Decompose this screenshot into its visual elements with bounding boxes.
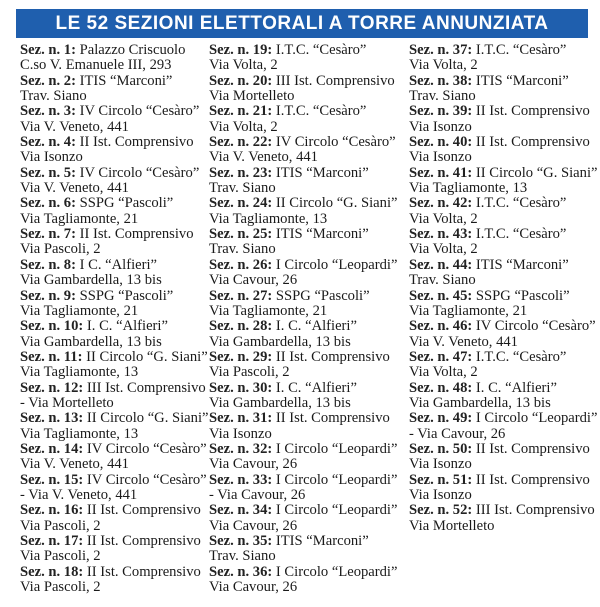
section-number: Sez. n. 3:	[20, 103, 76, 120]
section-entry	[209, 319, 409, 350]
section-entry	[409, 258, 599, 289]
section-place: II Ist. Comprensivo	[475, 134, 590, 151]
section-address: Via Tagliamonte, 13	[209, 210, 328, 227]
section-entry	[20, 350, 210, 381]
section-place: ITIS “Marconi”	[475, 256, 569, 273]
section-address: C.so V. Emanuele III, 293	[20, 57, 172, 74]
section-entry	[209, 135, 409, 166]
section-place: II Ist. Comprensivo	[275, 410, 390, 427]
title-banner: LE 52 SEZIONI ELETTORALI A TORRE ANNUNZIATA	[16, 9, 588, 38]
section-heading-line	[209, 258, 409, 273]
section-place: IV Circolo “Cesàro”	[79, 103, 200, 120]
section-entry	[409, 319, 599, 350]
section-number: Sez. n. 15:	[20, 471, 84, 488]
section-entry	[409, 473, 599, 504]
section-entry	[20, 43, 210, 74]
section-heading-line	[20, 258, 210, 273]
section-number: Sez. n. 47:	[409, 348, 473, 365]
section-place: I Circolo “Leopardi”	[475, 410, 598, 427]
section-number: Sez. n. 14:	[20, 440, 84, 457]
section-heading-line	[20, 319, 210, 334]
section-number: Sez. n. 33:	[209, 471, 273, 488]
section-place: ITIS “Marconi”	[275, 226, 369, 243]
section-entry	[20, 74, 210, 105]
section-address: Via V. Veneto, 441	[20, 180, 129, 197]
section-place: I. C. “Alfieri”	[275, 318, 357, 335]
section-address: - Via Cavour, 26	[409, 425, 506, 442]
section-heading-line	[20, 227, 210, 242]
section-entry	[209, 381, 409, 412]
section-entry	[409, 350, 599, 381]
section-heading-line	[409, 350, 599, 365]
section-heading-line	[409, 258, 599, 273]
section-place: II Circolo “G. Siani”	[86, 348, 208, 365]
section-number: Sez. n. 2:	[20, 72, 76, 89]
section-number: Sez. n. 8:	[20, 256, 76, 273]
section-address: Via Isonzo	[409, 486, 472, 503]
section-heading-line	[209, 227, 409, 242]
section-address: Via Pascoli, 2	[20, 241, 101, 258]
section-place: II Ist. Comprensivo	[86, 502, 201, 519]
section-number: Sez. n. 5:	[20, 164, 76, 181]
section-address: Trav. Siano	[209, 241, 276, 258]
section-place: II Circolo “G. Siani”	[275, 195, 398, 212]
section-heading-line	[209, 473, 409, 488]
section-place: I Circolo “Leopardi”	[275, 502, 398, 519]
section-number: Sez. n. 11:	[20, 348, 83, 365]
section-heading-line	[409, 74, 599, 89]
section-place: I. C. “Alfieri”	[475, 379, 557, 396]
section-entry	[20, 503, 210, 534]
section-number: Sez. n. 21:	[209, 103, 273, 120]
section-address: Via Cavour, 26	[209, 272, 298, 289]
section-address: Via Isonzo	[209, 425, 272, 442]
section-number: Sez. n. 46:	[409, 318, 473, 335]
section-heading-line	[209, 43, 409, 58]
section-entry	[409, 442, 599, 473]
section-heading-line	[409, 319, 599, 334]
section-entry	[409, 104, 599, 135]
section-entry	[409, 135, 599, 166]
section-number: Sez. n. 9:	[20, 287, 76, 304]
section-number: Sez. n. 27:	[209, 287, 273, 304]
section-entry	[20, 258, 210, 289]
section-address: - Via Cavour, 26	[209, 486, 306, 503]
section-place: II Ist. Comprensivo	[79, 226, 194, 243]
section-number: Sez. n. 42:	[409, 195, 473, 212]
section-number: Sez. n. 26:	[209, 256, 273, 273]
section-place: I Circolo “Leopardi”	[275, 256, 398, 273]
section-address: Via Isonzo	[409, 456, 472, 473]
section-heading-line	[20, 104, 210, 119]
section-address: Via Volta, 2	[409, 364, 478, 381]
section-entry	[409, 381, 599, 412]
section-heading-line	[209, 565, 409, 580]
section-place: II Ist. Comprensivo	[275, 348, 390, 365]
section-entry	[20, 227, 210, 258]
section-entry	[209, 258, 409, 289]
section-address: Via Tagliamonte, 13	[20, 425, 139, 442]
section-heading-line	[20, 473, 210, 488]
section-number: Sez. n. 17:	[20, 533, 84, 549]
section-entry	[209, 289, 409, 320]
section-place: III Ist. Comprensivo	[475, 502, 595, 519]
section-heading-line	[209, 104, 409, 119]
section-heading-line	[209, 442, 409, 457]
section-place: II Ist. Comprensivo	[79, 134, 194, 151]
section-entry	[409, 196, 599, 227]
section-number: Sez. n. 30:	[209, 379, 273, 396]
section-address: Via Isonzo	[409, 149, 472, 166]
section-address: Via Pascoli, 2	[209, 364, 290, 381]
section-entry	[409, 43, 599, 74]
section-address: Via Tagliamonte, 21	[20, 210, 139, 227]
section-place: III Ist. Comprensivo	[275, 72, 395, 89]
section-entry	[409, 227, 599, 258]
section-entry	[20, 534, 210, 565]
section-address: Trav. Siano	[209, 180, 276, 197]
section-address: Via V. Veneto, 441	[209, 149, 318, 166]
section-address: Via V. Veneto, 441	[409, 333, 518, 350]
section-place: I.T.C. “Cesàro”	[275, 103, 367, 120]
section-address: Via Isonzo	[20, 149, 83, 166]
section-place: SSPG “Pascoli”	[79, 287, 174, 304]
section-heading-line	[409, 381, 599, 396]
section-entry	[20, 104, 210, 135]
section-number: Sez. n. 34:	[209, 502, 273, 519]
section-address: Via Tagliamonte, 13	[409, 180, 528, 197]
section-place: I. C. “Alfieri”	[275, 379, 357, 396]
section-heading-line	[409, 227, 599, 242]
section-heading-line	[20, 43, 210, 58]
section-address: Via Volta, 2	[209, 57, 278, 74]
section-heading-line	[409, 135, 599, 150]
section-address: - Via Mortelleto	[20, 394, 114, 411]
section-address: Via Cavour, 26	[209, 456, 298, 473]
section-heading-line	[20, 534, 210, 549]
section-entry	[20, 411, 210, 442]
section-number: Sez. n. 31:	[209, 410, 273, 427]
section-number: Sez. n. 25:	[209, 226, 273, 243]
section-place: II Ist. Comprensivo	[475, 440, 590, 457]
section-place: ITIS “Marconi”	[275, 164, 369, 181]
section-number: Sez. n. 32:	[209, 440, 273, 457]
section-place: II Ist. Comprensivo	[475, 103, 590, 120]
section-place: II Ist. Comprensivo	[86, 533, 201, 549]
section-place: I Circolo “Leopardi”	[275, 440, 398, 457]
section-number: Sez. n. 40:	[409, 134, 473, 151]
section-entry	[20, 166, 210, 197]
section-place: II Ist. Comprensivo	[475, 471, 590, 488]
section-place: II Circolo “G. Siani”	[475, 164, 598, 181]
section-entry	[409, 289, 599, 320]
section-place: II Ist. Comprensivo	[86, 563, 201, 580]
section-place: IV Circolo “Cesàro”	[275, 134, 396, 151]
section-number: Sez. n. 37:	[409, 42, 473, 58]
section-address: Trav. Siano	[409, 88, 476, 105]
section-place: IV Circolo “Cesàro”	[475, 318, 596, 335]
section-entry	[20, 319, 210, 350]
section-number: Sez. n. 35:	[209, 533, 273, 549]
section-entry	[20, 135, 210, 166]
section-address: Via Pascoli, 2	[20, 579, 101, 596]
section-heading-line	[409, 104, 599, 119]
section-number: Sez. n. 29:	[209, 348, 273, 365]
section-heading-line	[209, 503, 409, 518]
section-entry	[409, 166, 599, 197]
section-place: I.T.C. “Cesàro”	[475, 195, 567, 212]
section-heading-line	[209, 350, 409, 365]
section-heading-line	[20, 135, 210, 150]
section-number: Sez. n. 12:	[20, 379, 84, 396]
section-heading-line	[209, 196, 409, 211]
section-address: Via Cavour, 26	[209, 517, 298, 534]
section-address: Via Isonzo	[409, 118, 472, 135]
section-number: Sez. n. 24:	[209, 195, 273, 212]
section-address: - Via V. Veneto, 441	[20, 486, 138, 503]
section-entry	[209, 442, 409, 473]
section-heading-line	[20, 503, 210, 518]
section-address: Via Volta, 2	[409, 57, 478, 74]
section-number: Sez. n. 43:	[409, 226, 473, 243]
section-heading-line	[409, 442, 599, 457]
section-heading-line	[209, 289, 409, 304]
section-address: Via Gambardella, 13 bis	[20, 272, 162, 289]
section-number: Sez. n. 1:	[20, 42, 76, 58]
section-entry	[409, 503, 599, 534]
section-place: I Circolo “Leopardi”	[275, 563, 398, 580]
section-heading-line	[209, 534, 409, 549]
section-entry	[20, 196, 210, 227]
section-address: Via Mortelleto	[409, 517, 495, 534]
section-heading-line	[409, 166, 599, 181]
section-number: Sez. n. 20:	[209, 72, 273, 89]
section-heading-line	[209, 411, 409, 426]
section-place: II Circolo “G. Siani”	[86, 410, 209, 427]
section-place: SSPG “Pascoli”	[79, 195, 174, 212]
section-address: Via Gambardella, 13 bis	[409, 394, 551, 411]
section-place: ITIS “Marconi”	[79, 72, 173, 89]
section-address: Via Tagliamonte, 21	[209, 302, 328, 319]
section-place: Palazzo Criscuolo	[79, 42, 186, 58]
section-heading-line	[209, 381, 409, 396]
section-address: Via Pascoli, 2	[20, 517, 101, 534]
section-place: ITIS “Marconi”	[475, 72, 569, 89]
section-entry	[209, 166, 409, 197]
column-2	[209, 43, 409, 595]
section-address: Via V. Veneto, 441	[20, 456, 129, 473]
section-heading-line	[409, 473, 599, 488]
section-address: Via Gambardella, 13 bis	[209, 394, 351, 411]
section-entry	[20, 473, 210, 504]
section-heading-line	[409, 289, 599, 304]
section-place: I Circolo “Leopardi”	[275, 471, 398, 488]
section-heading-line	[209, 319, 409, 334]
section-heading-line	[20, 289, 210, 304]
section-number: Sez. n. 51:	[409, 471, 473, 488]
section-number: Sez. n. 7:	[20, 226, 76, 243]
section-place: I. C. “Alfieri”	[86, 318, 168, 335]
section-number: Sez. n. 6:	[20, 195, 76, 212]
section-address: Via V. Veneto, 441	[20, 118, 129, 135]
section-heading-line	[409, 196, 599, 211]
section-number: Sez. n. 16:	[20, 502, 84, 519]
section-heading-line	[20, 350, 210, 365]
section-number: Sez. n. 22:	[209, 134, 273, 151]
column-1	[20, 43, 210, 595]
section-number: Sez. n. 39:	[409, 103, 473, 120]
section-address: Trav. Siano	[409, 272, 476, 289]
section-heading-line	[409, 503, 599, 518]
section-number: Sez. n. 48:	[409, 379, 473, 396]
section-address: Via Mortelleto	[209, 88, 295, 105]
section-number: Sez. n. 45:	[409, 287, 473, 304]
section-place: SSPG “Pascoli”	[275, 287, 370, 304]
section-address: Via Tagliamonte, 21	[409, 302, 528, 319]
section-heading-line	[20, 565, 210, 580]
section-number: Sez. n. 52:	[409, 502, 473, 519]
section-number: Sez. n. 18:	[20, 563, 84, 580]
section-address: Trav. Siano	[209, 548, 276, 565]
section-place: ITIS “Marconi”	[275, 533, 369, 549]
section-number: Sez. n. 10:	[20, 318, 84, 335]
section-number: Sez. n. 13:	[20, 410, 84, 427]
section-entry	[20, 565, 210, 596]
section-entry	[209, 503, 409, 534]
section-number: Sez. n. 49:	[409, 410, 473, 427]
section-entry	[409, 411, 599, 442]
section-heading-line	[20, 442, 210, 457]
section-number: Sez. n. 4:	[20, 134, 76, 151]
section-entry	[409, 74, 599, 105]
section-address: Via Volta, 2	[409, 241, 478, 258]
section-address: Via Gambardella, 13 bis	[209, 333, 351, 350]
section-entry	[209, 565, 409, 596]
section-address: Via Pascoli, 2	[20, 548, 101, 565]
section-address: Via Volta, 2	[209, 118, 278, 135]
section-heading-line	[20, 381, 210, 396]
section-address: Via Tagliamonte, 13	[20, 364, 139, 381]
section-entry	[20, 381, 210, 412]
section-place: I.T.C. “Cesàro”	[275, 42, 367, 58]
section-entry	[209, 104, 409, 135]
section-address: Trav. Siano	[20, 88, 87, 105]
section-entry	[209, 350, 409, 381]
section-entry	[20, 442, 210, 473]
section-number: Sez. n. 38:	[409, 72, 473, 89]
section-place: I.T.C. “Cesàro”	[475, 348, 567, 365]
section-address: Via Cavour, 26	[209, 579, 298, 596]
section-entry	[209, 411, 409, 442]
section-place: IV Circolo “Cesàro”	[86, 440, 207, 457]
section-address: Via Gambardella, 13 bis	[20, 333, 162, 350]
section-entry	[20, 289, 210, 320]
section-address: Via Volta, 2	[409, 210, 478, 227]
section-number: Sez. n. 19:	[209, 42, 273, 58]
section-number: Sez. n. 41:	[409, 164, 473, 181]
section-heading-line	[20, 166, 210, 181]
section-number: Sez. n. 28:	[209, 318, 273, 335]
section-place: IV Circolo “Cesàro”	[86, 471, 207, 488]
section-heading-line	[209, 74, 409, 89]
section-heading-line	[409, 43, 599, 58]
column-3	[409, 43, 599, 534]
section-place: I C. “Alfieri”	[79, 256, 158, 273]
section-address: Via Tagliamonte, 21	[20, 302, 139, 319]
section-entry	[209, 227, 409, 258]
section-entry	[209, 43, 409, 74]
section-place: IV Circolo “Cesàro”	[79, 164, 200, 181]
section-heading-line	[409, 411, 599, 426]
section-place: III Ist. Comprensivo	[86, 379, 206, 396]
section-place: I.T.C. “Cesàro”	[475, 226, 567, 243]
section-heading-line	[20, 411, 210, 426]
section-place: I.T.C. “Cesàro”	[475, 42, 567, 58]
section-number: Sez. n. 23:	[209, 164, 273, 181]
section-heading-line	[209, 135, 409, 150]
section-entry	[209, 473, 409, 504]
section-entry	[209, 74, 409, 105]
section-heading-line	[20, 196, 210, 211]
section-heading-line	[209, 166, 409, 181]
section-entry	[209, 196, 409, 227]
section-number: Sez. n. 44:	[409, 256, 473, 273]
section-number: Sez. n. 36:	[209, 563, 273, 580]
section-heading-line	[20, 74, 210, 89]
section-entry	[209, 534, 409, 565]
section-place: SSPG “Pascoli”	[475, 287, 570, 304]
section-number: Sez. n. 50:	[409, 440, 473, 457]
